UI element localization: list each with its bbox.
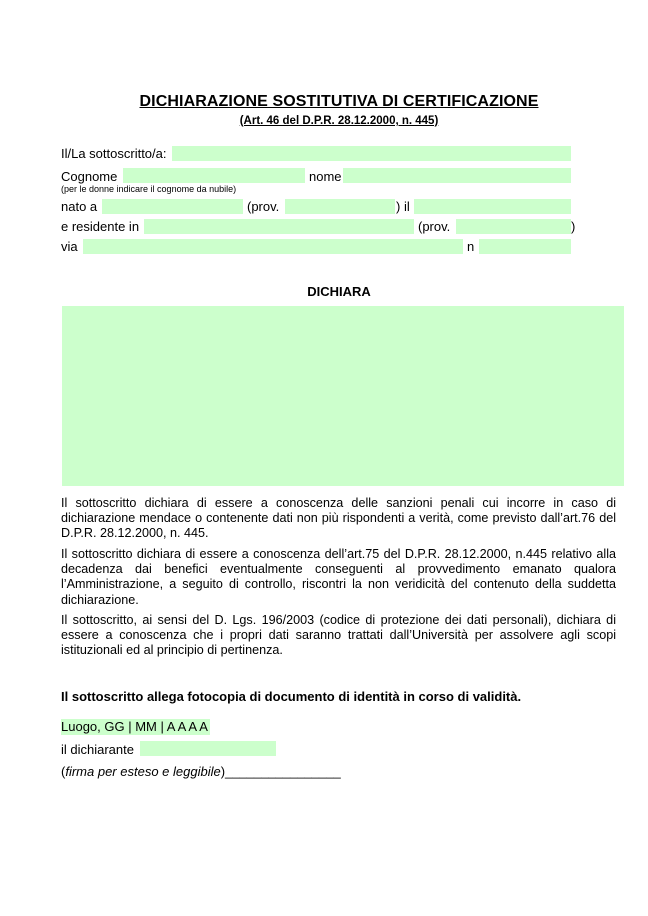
firma-open-paren: ( (61, 764, 66, 779)
nato-label: nato a (61, 199, 98, 214)
document-title: DICHIARAZIONE SOSTITUTIVA DI CERTIFICAZIONE (139, 93, 539, 110)
paragraph-sanzioni: Il sottoscritto dichiara di essere a conoscenza delle sanzioni penali cui incorre in caso di dichiarazione mendace o contenente dati non più rispondenti a verità, come previsto dall’art.76 del D.P.R. 28.12.2000, n. 445. (61, 496, 616, 541)
prov-residenza-field[interactable] (456, 219, 571, 234)
paragraph-decadenza: Il sottoscritto dichiara di essere a conoscenza dell’art.75 del D.P.R. 28.12.2000, n.445 relativo alla decadenza dai benefici eventualmente conseguenti al provvedimento emanato qualora l’Amministrazione, a seguito di controllo, riscontri la non veridicità del contenuto della suddetta dichiarazione. (61, 547, 616, 607)
sottoscritto-field[interactable] (172, 146, 571, 161)
sottoscritto-label: Il/La sottoscritto/a: (61, 146, 167, 161)
via-field[interactable] (83, 239, 463, 254)
dichiara-textarea[interactable] (62, 306, 624, 486)
cognome-field[interactable] (123, 168, 305, 183)
firma-label: firma per esteso e leggibile (65, 764, 221, 779)
nome-field[interactable] (343, 168, 571, 183)
n-label: n (467, 239, 475, 254)
luogo-nascita-field[interactable] (102, 199, 243, 214)
firma-line (61, 764, 341, 780)
document-subtitle: (Art. 46 del D.P.R. 28.12.2000, n. 445) (239, 115, 439, 127)
nubile-note: (per le donne indicare il cognome da nubile) (61, 184, 237, 194)
paragraph-privacy: Il sottoscritto, ai sensi del D. Lgs. 196/2003 (codice di protezione dei dati personali), dichiara di essere a conoscenza che i propri dati saranno trattati dall’Università per assolvere agli scopi istituzionali ed al principio di pertinenza. (61, 613, 616, 658)
close-paren: ) (571, 219, 576, 234)
prov-label: (prov. (247, 199, 280, 214)
dichiarante-field[interactable] (140, 741, 276, 756)
via-label: via (61, 239, 78, 254)
prov-nascita-field[interactable] (285, 199, 395, 214)
luogo-data-field[interactable]: Luogo, GG | MM | A A A A (61, 719, 208, 734)
nome-label: nome (309, 169, 342, 184)
il-label: ) il (396, 199, 410, 214)
civico-field[interactable] (479, 239, 571, 254)
dichiarante-label: il dichiarante (61, 742, 134, 757)
cognome-label: Cognome (61, 169, 118, 184)
prov2-label: (prov. (418, 219, 451, 234)
dichiara-title: DICHIARA (307, 284, 371, 299)
firma-close-paren: ) (220, 764, 226, 779)
residenza-field[interactable] (144, 219, 414, 234)
data-nascita-field[interactable] (414, 199, 571, 214)
allega-statement: Il sottoscritto allega fotocopia di documento di identità in corso di validità. (61, 689, 522, 704)
firma-underline[interactable]: ________________ (225, 764, 341, 779)
residente-label: e residente in (61, 219, 140, 234)
